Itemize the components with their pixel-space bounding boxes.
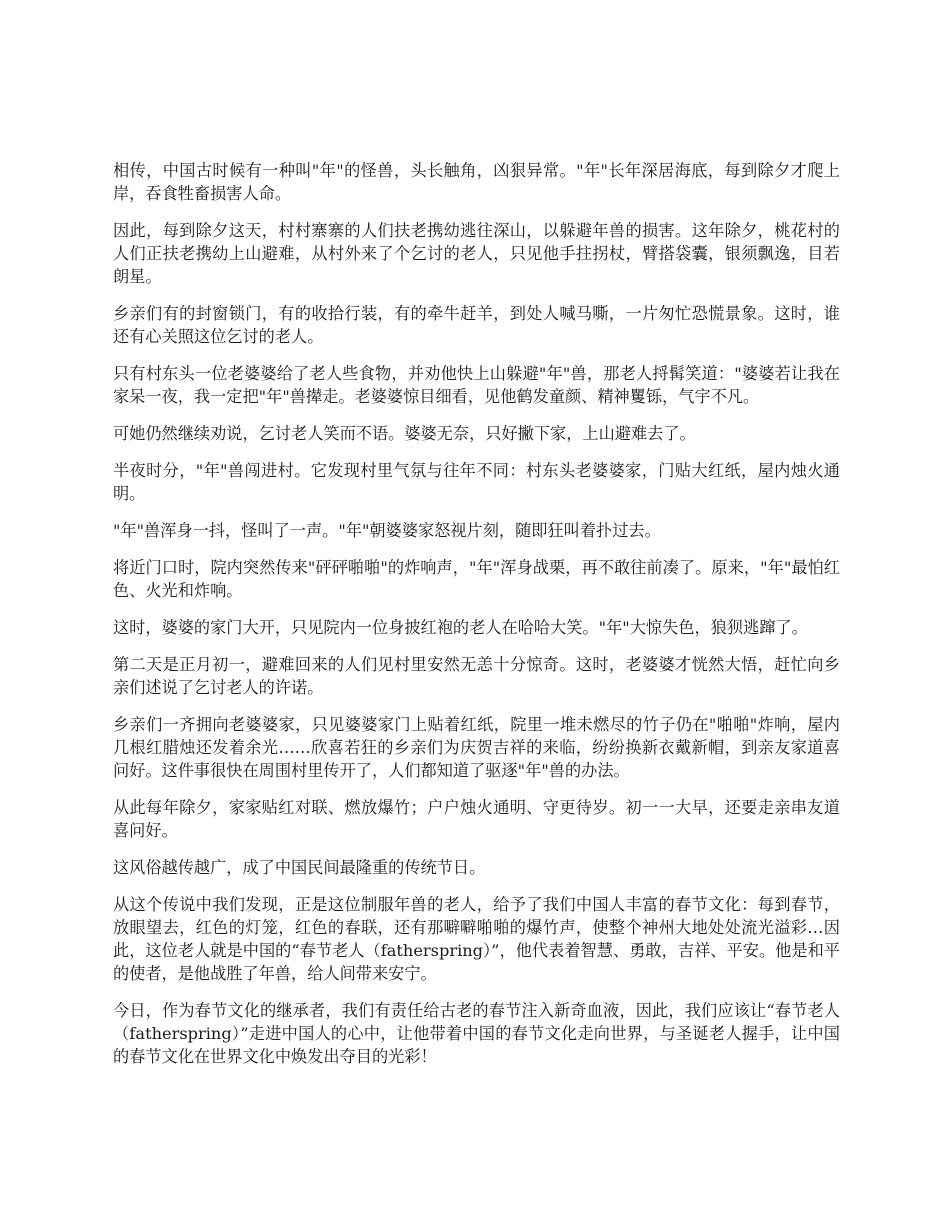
paragraph-10: 第二天是正月初一，避难回来的人们见村里安然无恙十分惊奇。这时，老婆婆才恍然大悟，赶忙向乡亲们述说了乞讨老人的许诺。 <box>113 655 840 697</box>
paragraph-6: 半夜时分，"年"兽闯进村。它发现村里气氛与往年不同：村东头老婆婆家，门贴大红纸，屋内烛火通明。 <box>113 461 840 503</box>
paragraph-14: 从这个传说中我们发现，正是这位制服年兽的老人，给予了我们中国人丰富的春节文化：每到春节，放眼望去，红色的灯笼，红色的春联，还有那噼噼啪啪的爆竹声，使整个神州大地处处流光溢彩…因此，这位老人就是中国的“春节老人（fatherspring）”，他代表着智慧、勇敢，吉祥、平安。他是和平的使者，是他战胜了年兽，给人间带来安宁。 <box>113 895 840 983</box>
paragraph-5: 可她仍然继续劝说，乞讨老人笑而不语。婆婆无奈，只好撇下家，上山避难去了。 <box>113 424 696 443</box>
paragraph-1: 相传，中国古时候有一种叫"年"的怪兽，头长触角，凶狠异常。"年"长年深居海底，每到除夕才爬上岸，吞食牲畜损害人命。 <box>113 161 840 203</box>
paragraph-12: 从此每年除夕，家家贴红对联、燃放爆竹；户户烛火通明、守更待岁。初一一大早，还要走亲串友道喜问好。 <box>113 798 840 840</box>
paragraph-11: 乡亲们一齐拥向老婆婆家，只见婆婆家门上贴着红纸，院里一堆未燃尽的竹子仍在"啪啪"炸响，屋内几根红腊烛还发着余光……欣喜若狂的乡亲们为庆贺吉祥的来临，纷纷换新衣戴新帽，到亲友家道喜问好。这件事很快在周围村里传开了，人们都知道了驱逐"年"兽的办法。 <box>113 715 840 780</box>
paragraph-2: 因此，每到除夕这天，村村寨寨的人们扶老携幼逃往深山，以躲避年兽的损害。这年除夕，桃花村的人们正扶老携幼上山避难，从村外来了个乞讨的老人，只见他手拄拐杖，臂搭袋囊，银须飘逸，目若朗星。 <box>113 221 840 286</box>
paragraph-15: 今日，作为春节文化的继承者，我们有责任给古老的春节注入新奇血液，因此，我们应该让“春节老人（fatherspring）”走进中国人的心中，让他带着中国的春节文化走向世界，与圣诞老人握手，让中国的春节文化在世界文化中焕发出夺目的光彩！ <box>113 1001 840 1066</box>
paragraph-9: 这时，婆婆的家门大开，只见院内一位身披红袍的老人在哈哈大笑。"年"大惊失色，狼狈逃蹿了。 <box>113 618 808 637</box>
paragraph-13: 这风俗越传越广，成了中国民间最隆重的传统节日。 <box>113 858 486 877</box>
paragraph-4: 只有村东头一位老婆婆给了老人些食物，并劝他快上山躲避"年"兽，那老人捋髯笑道："婆婆若让我在家呆一夜，我一定把"年"兽撵走。老婆婆惊目细看，见他鹤发童颜、精神矍铄，气宇不凡。 <box>113 364 840 406</box>
document-body <box>113 159 840 1082</box>
paragraph-3: 乡亲们有的封窗锁门，有的收拾行装，有的牵牛赶羊，到处人喊马嘶，一片匆忙恐慌景象。这时，谁还有心关照这位乞讨的老人。 <box>113 304 840 346</box>
paragraph-7: "年"兽浑身一抖，怪叫了一声。"年"朝婆婆家怒视片刻，随即狂叫着扑过去。 <box>113 521 661 540</box>
paragraph-8: 将近门口时，院内突然传来"砰砰啪啪"的炸响声，"年"浑身战栗，再不敢往前凑了。原来，"年"最怕红色、火光和炸响。 <box>113 558 840 600</box>
